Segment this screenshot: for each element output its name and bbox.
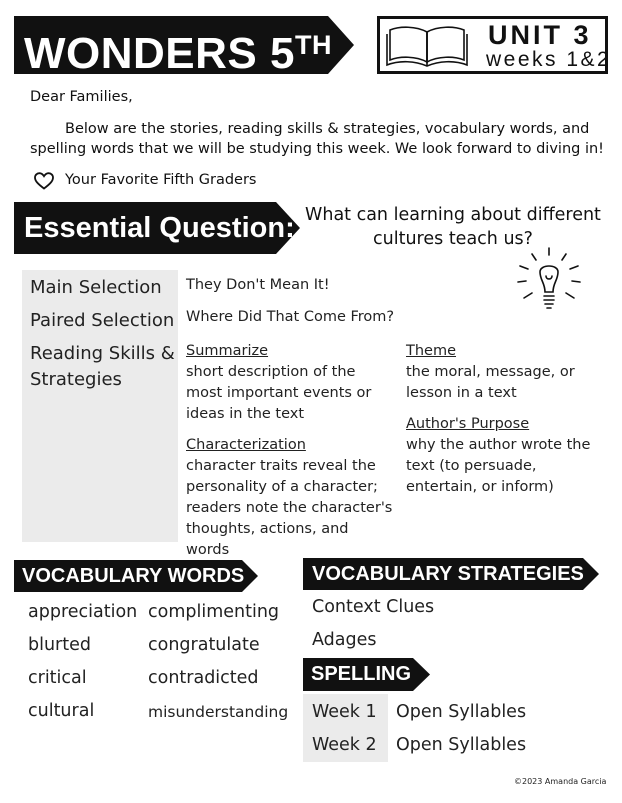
essential-question-line-2: cultures teach us? bbox=[373, 229, 533, 249]
vocabulary-word: critical bbox=[28, 668, 87, 688]
vocabulary-strategies-label: VOCABULARY STRATEGIES bbox=[312, 563, 584, 585]
vocabulary-word: misunderstanding bbox=[148, 703, 289, 721]
summarize-title: Summarize bbox=[186, 343, 269, 359]
spelling-pattern: Open Syllables bbox=[396, 735, 527, 755]
authors-purpose-description: why the author wrote the text (to persuade, entertain, or inform) bbox=[406, 437, 591, 495]
main-selection-label: Main Selection bbox=[30, 277, 162, 298]
vocabulary-word: contradicted bbox=[148, 668, 259, 688]
letter-body-line-2: spelling words that we will be studying this week. We look forward to diving in! bbox=[30, 141, 604, 157]
page-title bbox=[24, 20, 332, 79]
spelling-label: SPELLING bbox=[311, 663, 412, 685]
characterization-description: character traits reveal the personality of a character; readers note the character's thoughts, actions, and words bbox=[186, 458, 393, 558]
copyright: ©2023 Amanda Garcia bbox=[514, 777, 607, 786]
paired-selection-label: Paired Selection bbox=[30, 310, 175, 331]
letter-body-line-1: Below are the stories, reading skills & strategies, vocabulary words, and bbox=[65, 121, 590, 137]
title-text: WONDERS 5 bbox=[24, 29, 295, 78]
essential-question-line-1: What can learning about different bbox=[305, 205, 601, 225]
greeting: Dear Families, bbox=[30, 89, 133, 105]
authors-purpose-title: Author's Purpose bbox=[406, 416, 530, 432]
strategy-item: Adages bbox=[312, 630, 377, 650]
essential-question-label: Essential Question: bbox=[24, 212, 295, 244]
main-selection-value: They Don't Mean It! bbox=[186, 277, 330, 293]
signature: Your Favorite Fifth Graders bbox=[65, 172, 257, 188]
vocabulary-word: complimenting bbox=[148, 602, 280, 622]
paired-selection-value: Where Did That Come From? bbox=[186, 309, 395, 325]
unit-label: UNIT 3 bbox=[488, 20, 592, 50]
open-book-icon bbox=[384, 24, 470, 68]
vocabulary-word: congratulate bbox=[148, 635, 260, 655]
spelling-pattern: Open Syllables bbox=[396, 702, 527, 722]
vocabulary-word: blurted bbox=[28, 635, 91, 655]
lightbulb-icon bbox=[510, 246, 588, 324]
summarize-description: short description of the most important events or ideas in the text bbox=[186, 364, 372, 422]
theme-description: the moral, message, or lesson in a text bbox=[406, 364, 575, 401]
strategy-item: Context Clues bbox=[312, 597, 435, 617]
heart-icon bbox=[34, 172, 54, 190]
theme-title: Theme bbox=[406, 343, 457, 359]
spelling-week: Week 2 bbox=[312, 735, 377, 755]
reading-skills-label: Reading Skills & Strategies bbox=[30, 343, 175, 390]
title-superscript: TH bbox=[294, 30, 332, 60]
characterization-title: Characterization bbox=[186, 437, 306, 453]
vocabulary-word: cultural bbox=[28, 701, 95, 721]
vocabulary-word: appreciation bbox=[28, 602, 138, 622]
weeks-label: weeks 1&2 bbox=[486, 48, 612, 71]
vocabulary-words-label: VOCABULARY WORDS bbox=[22, 565, 245, 587]
spelling-week: Week 1 bbox=[312, 702, 377, 722]
